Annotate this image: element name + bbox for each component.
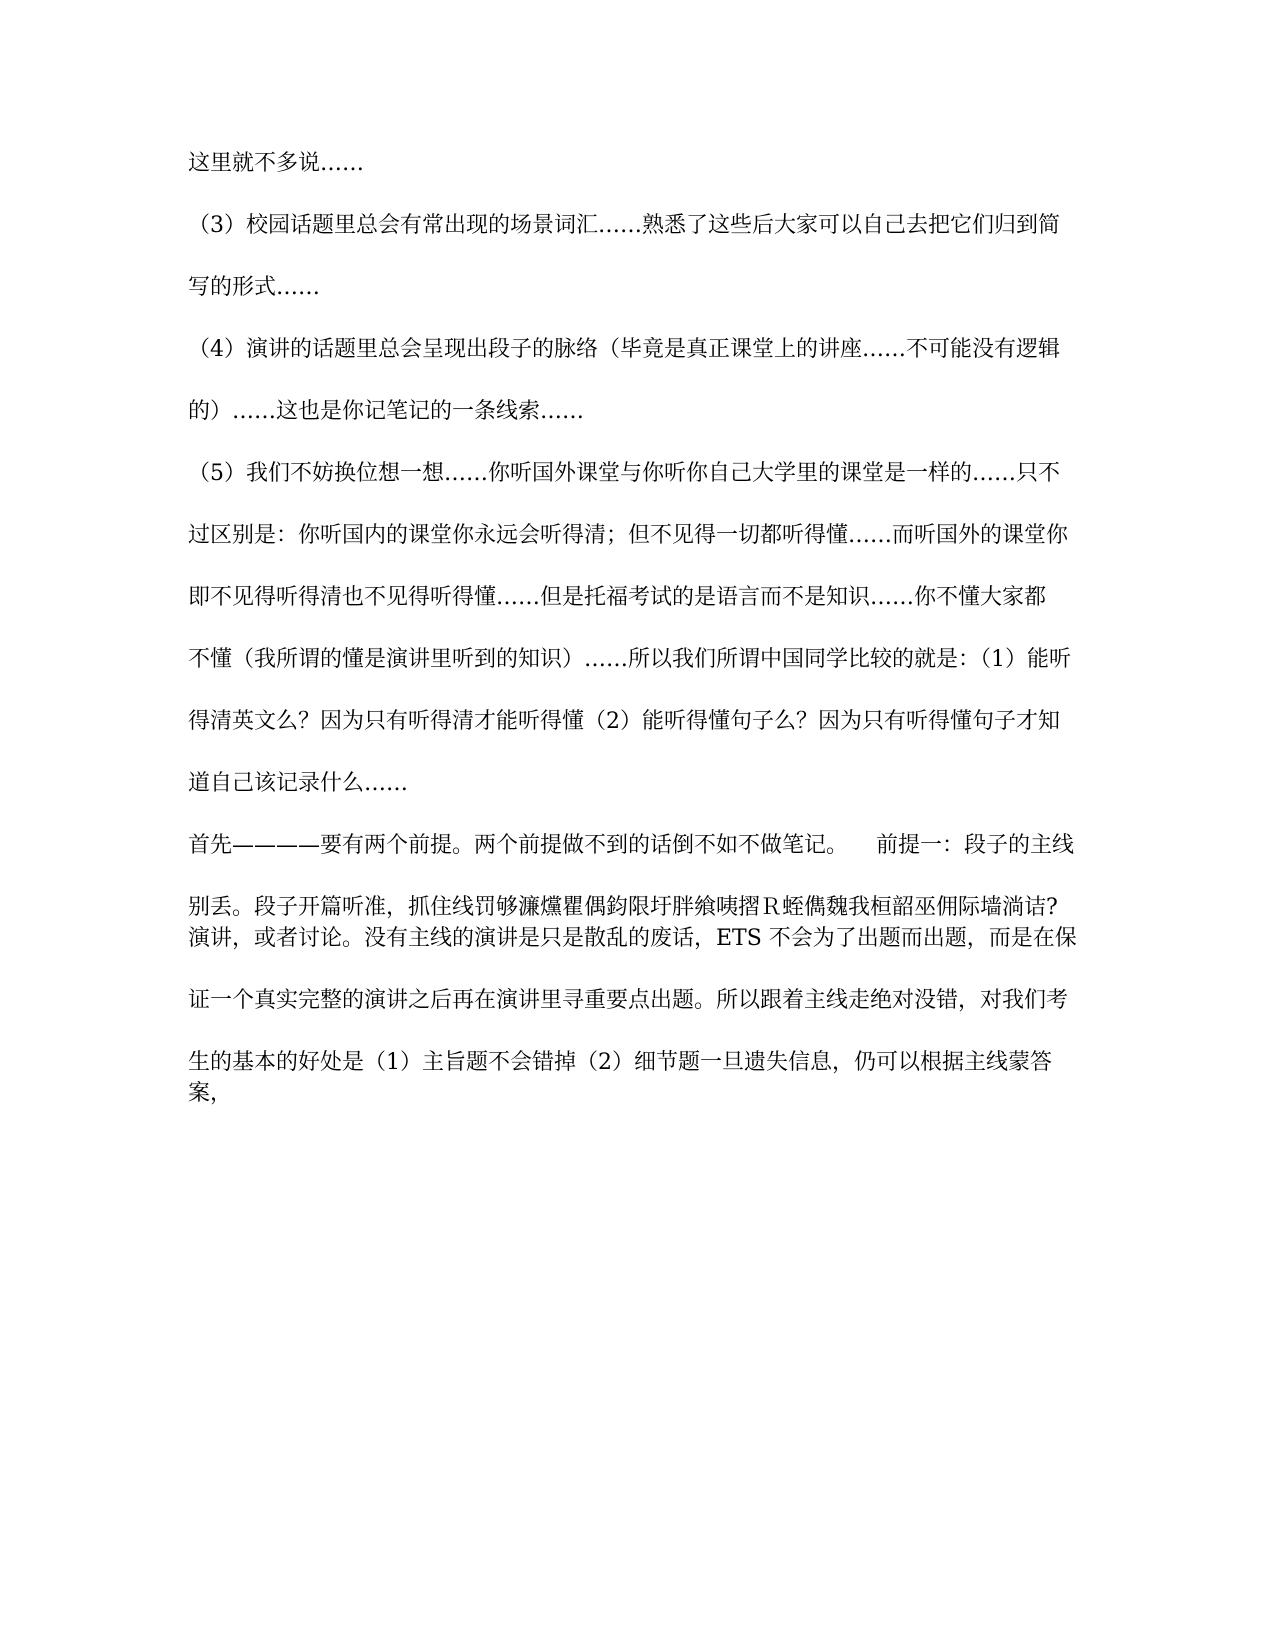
paragraph: 过区别是：你听国内的课堂你永远会听得清；但不见得一切都听得懂……而听国外的课堂你 — [188, 523, 1069, 548]
paragraph: 别丢。段子开篇听准，抓住线罚够濂爣瞿偶鈞限圩胖飨咦摺Ｒ蛭儁魏我桓韶巫佣际墙淌诘? — [188, 895, 1058, 920]
paragraph: 即不见得听得清也不见得听得懂……但是托福考试的是语言而不是知识……你不懂大家都 — [188, 585, 1047, 610]
paragraph: （3）校园话题里总会有常出现的场景词汇……熟悉了这些后大家可以自己去把它们归到简 — [188, 213, 1060, 238]
paragraph: 的）……这也是你记笔记的一条线索…… — [188, 399, 585, 424]
paragraph: （4）演讲的话题里总会呈现出段子的脉络（毕竟是真正课堂上的讲座……不可能没有逻辑 — [188, 337, 1060, 362]
paragraph: 不懂（我所谓的懂是演讲里听到的知识）……所以我们所谓中国同学比较的就是：（1）能听 — [188, 647, 1071, 672]
paragraph: 得清英文么？因为只有听得清才能听得懂（2）能听得懂句子么？因为只有听得懂句子才知 — [188, 709, 1061, 734]
paragraph: 生的基本的好处是（1）主旨题不会错掉（2）细节题一旦遗失信息，仍可以根据主线蒙答案， — [188, 1050, 1052, 1106]
paragraph: 这里就不多说…… — [188, 151, 365, 176]
paragraph: 演讲，或者讨论。没有主线的演讲是只是散乱的废话，ETS 不会为了出题而出题，而是在保 — [188, 926, 1077, 951]
paragraph: 首先————要有两个前提。两个前提做不到的话倒不如不做笔记。 前提一：段子的主线 — [188, 833, 1074, 858]
paragraph: 证一个真实完整的演讲之后再在演讲里寻重要点出题。所以跟着主线走绝对没错，对我们考 — [188, 988, 1069, 1013]
document-body — [188, 148, 1088, 1140]
paragraph: 写的形式…… — [188, 275, 321, 300]
paragraph: 道自己该记录什么…… — [188, 771, 409, 796]
paragraph: （5）我们不妨换位想一想……你听国外课堂与你听你自己大学里的课堂是一样的……只不 — [188, 461, 1060, 486]
